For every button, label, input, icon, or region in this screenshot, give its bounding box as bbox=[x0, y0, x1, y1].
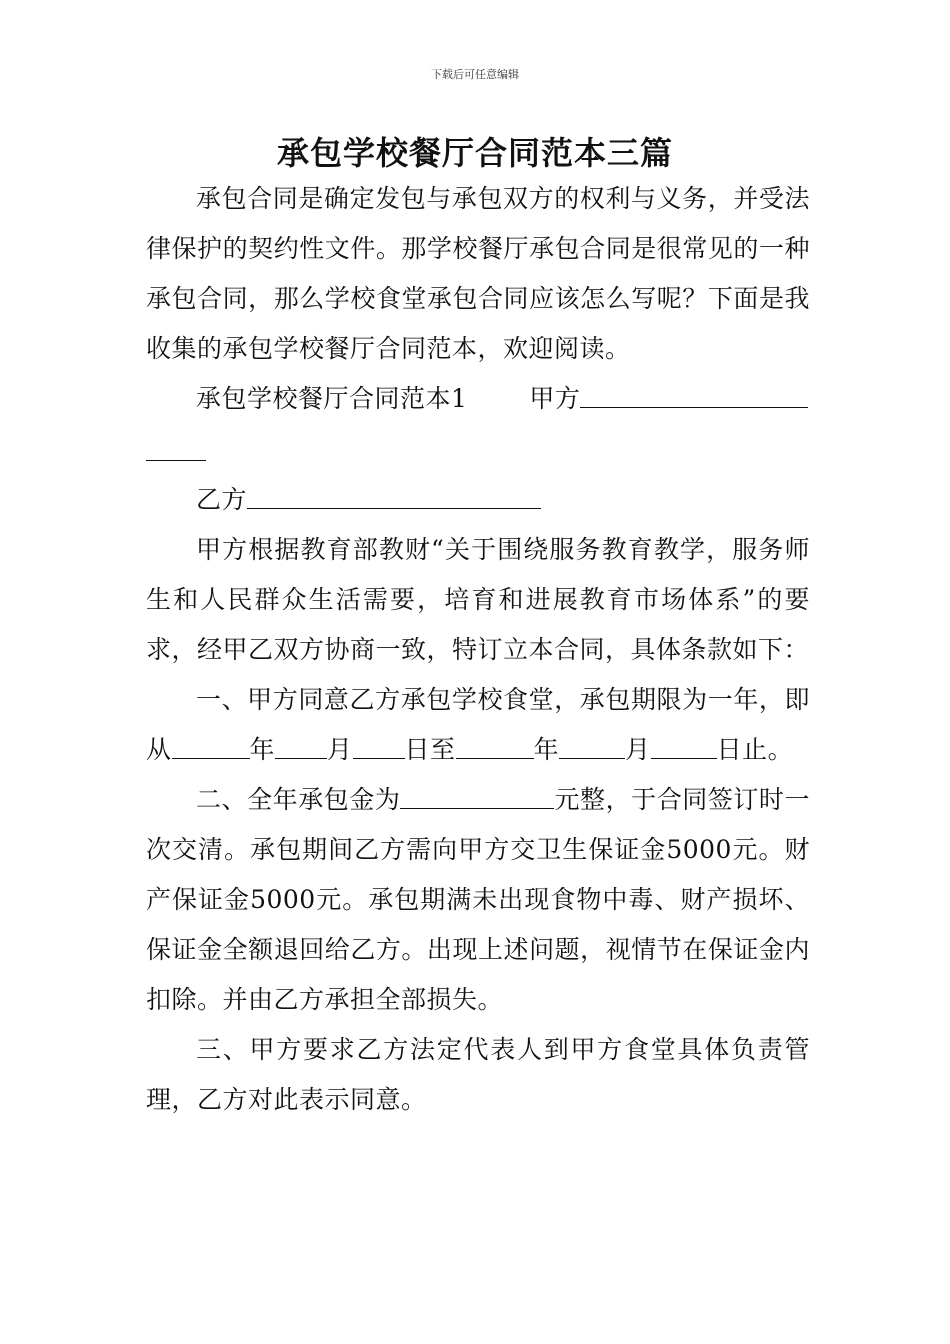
sample1-heading-line bbox=[146, 374, 810, 424]
party-b-line bbox=[146, 475, 810, 525]
document-title: 承包学校餐厅合同范本三篇 bbox=[276, 134, 673, 172]
clause-2-start: 二、全年承包金为 bbox=[196, 785, 401, 814]
end-day-blank bbox=[651, 733, 717, 759]
intro-paragraph: 承包合同是确定发包与承包双方的权利与义务，并受法律保护的契约性文件。那学校餐厅承包合同是很常见的一种承包合同，那么学校食堂承包合同应该怎么写呢？下面是我收集的承包学校餐厅合同范本，欢迎阅读。 bbox=[146, 184, 810, 363]
party-a-label: 甲方 bbox=[529, 384, 581, 413]
day-to-label: 日至 bbox=[404, 735, 456, 764]
end-year-blank bbox=[456, 733, 534, 759]
end-month-blank bbox=[559, 733, 625, 759]
preamble-paragraph: 甲方根据教育部教财“关于围绕服务教育教学，服务师生和人民群众生活需要，培育和进展教育市场体系”的要求，经甲乙双方协商一致，特订立本合同，具体条款如下： bbox=[146, 535, 810, 664]
party-b-label: 乙方 bbox=[196, 485, 248, 514]
start-year-blank bbox=[172, 733, 250, 759]
clause-3: 三、甲方要求乙方法定代表人到甲方食堂具体负责管理，乙方对此表示同意。 bbox=[146, 1035, 810, 1114]
year-label: 年 bbox=[249, 735, 276, 764]
clause-2 bbox=[146, 775, 810, 1025]
start-month-blank bbox=[275, 733, 327, 759]
month-label: 月 bbox=[327, 735, 353, 764]
sample1-heading: 承包学校餐厅合同范本1 bbox=[196, 384, 468, 413]
party-a-blank bbox=[580, 382, 808, 408]
clause-1 bbox=[146, 675, 810, 775]
day-end-label: 日止。 bbox=[716, 735, 794, 764]
clause-2-rest: 元整，于合同签订时一次交清。承包期间乙方需向甲方交卫生保证金5000元。财产保证金5000元。承包期满未出现食物中毒、财产损坏、保证金全额退回给乙方。出现上述问题，视情节在保证金内扣除。并由乙方承担全部损失。 bbox=[146, 785, 810, 1014]
party-a-blank-continued bbox=[146, 424, 206, 461]
contract-fee-blank bbox=[400, 783, 554, 809]
clause-1-text: 一、甲方同意乙方承包学校食堂，承包期限为一年，即从 bbox=[146, 685, 810, 764]
start-day-blank bbox=[353, 733, 405, 759]
party-b-blank bbox=[247, 483, 541, 509]
header-note: 下载后可任意编辑 bbox=[431, 68, 519, 81]
document-body bbox=[146, 174, 810, 1125]
month-label-2: 月 bbox=[625, 735, 651, 764]
year-label-2: 年 bbox=[533, 735, 560, 764]
